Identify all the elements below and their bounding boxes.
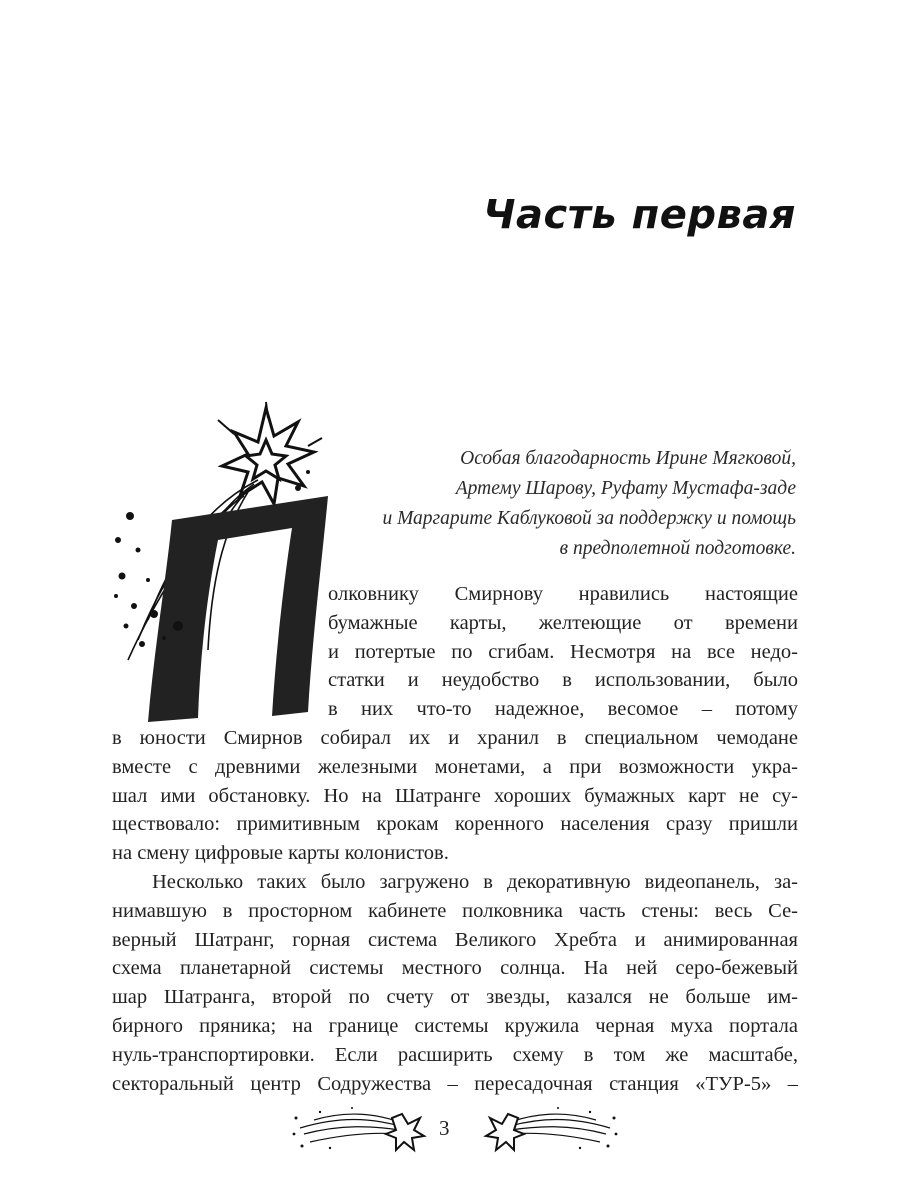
dedication-line: в предполетной подготовке.: [559, 538, 796, 559]
body-line: вместе с древними железными монетами, а при возможности укра-: [112, 755, 798, 778]
body-line: статки и неудобство в использовании, было: [328, 669, 798, 692]
dedication-line: и Маргарите Каблуковой за поддержку и помощь: [382, 508, 796, 529]
body-line: и потертые по сгибам. Несмотря на все недо-: [328, 640, 798, 663]
body-line: в юности Смирнов собирал их и хранил в специальном чемодане: [112, 726, 798, 749]
body-line: Несколько таких было загружено в декоративную видеопанель, за-: [152, 870, 798, 893]
footer-ornament: [290, 1098, 620, 1168]
page-number: 3: [439, 1116, 450, 1140]
body-line: ществовало: примитивным крокам коренного населения сразу пришли: [112, 813, 798, 836]
page-title: Часть первая: [483, 192, 796, 238]
body-line: нуль-транспортировки. Если расширить схему в том же масштабе,: [112, 1043, 798, 1066]
body-line: верный Шатранг, горная система Великого Хребта и анимированная: [112, 928, 798, 951]
body-line: бирного пряника; на границе системы кружила черная муха портала: [112, 1014, 798, 1037]
page-footer: [290, 1098, 620, 1168]
body-line: на смену цифровые карты колонистов.: [112, 842, 449, 865]
body-line: секторальный центр Содружества – пересадочная станция «ТУР-5» –: [112, 1072, 798, 1095]
dedication-line: Особая благодарность Ирине Мягковой,: [460, 448, 796, 469]
body-line: схема планетарной системы местного солнца. На ней серо-бежевый: [112, 957, 798, 980]
body-line: шал ими обстановку. Но на Шатранге хороших бумажных карт не су-: [112, 784, 798, 807]
dedication-line: Артему Шарову, Руфату Мустафа-заде: [455, 478, 796, 499]
sparkle-star-icon: [218, 402, 322, 504]
body-line: в них что-то надежное, весомое – потому: [328, 698, 798, 721]
body-line: олковнику Смирнову нравились настоящие: [328, 583, 798, 605]
body-line: шар Шатранга, второй по счету от звезды, казался не больше им-: [112, 986, 798, 1009]
body-line: бумажные карты, желтеющие от времени: [328, 611, 798, 634]
body-text: [112, 580, 798, 1098]
left-comet-icon: [293, 1107, 424, 1150]
dedication: [336, 444, 796, 564]
right-comet-icon: [486, 1107, 617, 1150]
body-line: нимавшую в просторном кабинете полковника часть стены: весь Се-: [112, 899, 798, 922]
